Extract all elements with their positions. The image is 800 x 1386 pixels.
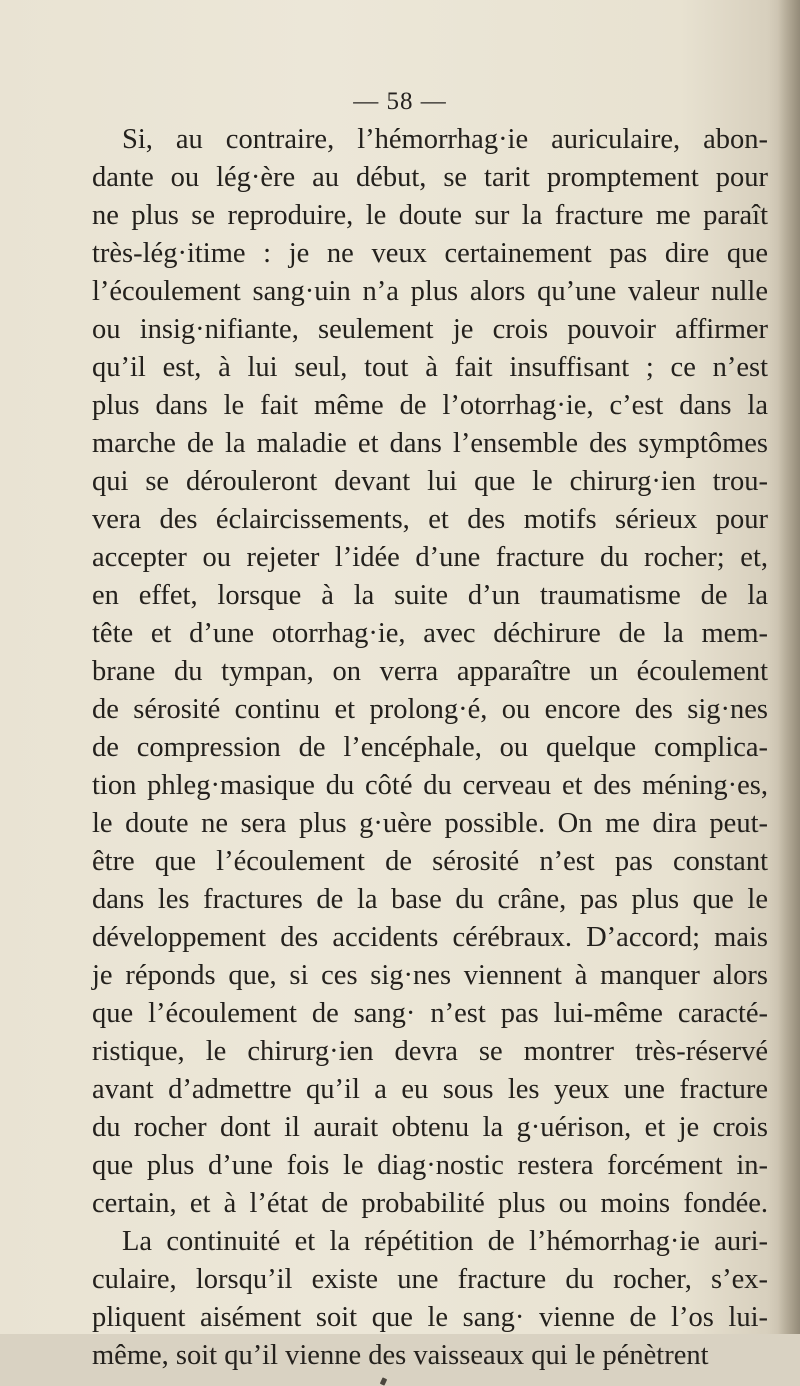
- text-line: très-lég·itime : je ne veux certainement pas dire que: [92, 238, 768, 269]
- text-line: Si, au contraire, l’hémorrhag·ie auriculaire, abon-: [122, 124, 768, 155]
- text-line: tête et d’une otorrhag·ie, avec déchirure de la mem-: [92, 618, 768, 649]
- text-line: être que l’écoulement de sérosité n’est pas constant: [92, 846, 768, 877]
- page-edge-shadow: [778, 0, 800, 1334]
- text-line: ou insig·nifiante, seulement je crois pouvoir affirmer: [92, 314, 768, 345]
- text-line: avant d’admettre qu’il a eu sous les yeux une fracture: [92, 1074, 768, 1105]
- text-line: qu’il est, à lui seul, tout à fait insuffisant ; ce n’est: [92, 352, 768, 383]
- text-line: de sérosité continu et prolong·é, ou encore des sig·nes: [92, 694, 768, 725]
- text-line: pliquent aisément soit que le sang· vienne de l’os lui-: [92, 1302, 768, 1333]
- text-line: brane du tympan, on verra apparaître un écoulement: [92, 656, 768, 687]
- text-line: qui se dérouleront devant lui que le chirurg·ien trou-: [92, 466, 768, 497]
- text-line: certain, et à l’état de probabilité plus ou moins fondée.: [92, 1188, 768, 1219]
- text-line: je réponds que, si ces sig·nes viennent à manquer alors: [92, 960, 768, 991]
- text-line: La continuité et la répétition de l’hémorrhag·ie auri-: [122, 1226, 768, 1257]
- text-line: que l’écoulement de sang· n’est pas lui-même caracté-: [92, 998, 768, 1029]
- text-line: vera des éclaircissements, et des motifs sérieux pour: [92, 504, 768, 535]
- text-line: marche de la maladie et dans l’ensemble des symptômes: [92, 428, 768, 459]
- text-line: accepter ou rejeter l’idée d’une fracture du rocher; et,: [92, 542, 768, 573]
- text-line: le doute ne sera plus g·uère possible. On me dira peut-: [92, 808, 768, 839]
- text-line: en effet, lorsque à la suite d’un traumatisme de la: [92, 580, 768, 611]
- ink-speck: [380, 1377, 387, 1385]
- text-line: culaire, lorsqu’il existe une fracture du rocher, s’ex-: [92, 1264, 768, 1295]
- text-line: dans les fractures de la base du crâne, pas plus que le: [92, 884, 768, 915]
- text-line: ristique, le chirurg·ien devra se montrer très-réservé: [92, 1036, 768, 1067]
- text-line: plus dans le fait même de l’otorrhag·ie, c’est dans la: [92, 390, 768, 421]
- page-number: — 58 —: [353, 88, 447, 115]
- text-line: du rocher dont il aurait obtenu la g·uérison, et je crois: [92, 1112, 768, 1143]
- text-line: tion phleg·masique du côté du cerveau et des méning·es,: [92, 770, 768, 801]
- text-line: développement des accidents cérébraux. D’accord; mais: [92, 922, 768, 953]
- text-line: même, soit qu’il vienne des vaisseaux qui le pénètrent: [92, 1340, 709, 1371]
- text-line: dante ou lég·ère au début, se tarit promptement pour: [92, 162, 768, 193]
- text-line: que plus d’une fois le diag·nostic restera forcément in-: [92, 1150, 768, 1181]
- text-line: ne plus se reproduire, le doute sur la fracture me paraît: [92, 200, 768, 231]
- body-text: [92, 121, 768, 1375]
- text-line: de compression de l’encéphale, ou quelque complica-: [92, 732, 768, 763]
- text-line: l’écoulement sang·uin n’a plus alors qu’une valeur nulle: [92, 276, 768, 307]
